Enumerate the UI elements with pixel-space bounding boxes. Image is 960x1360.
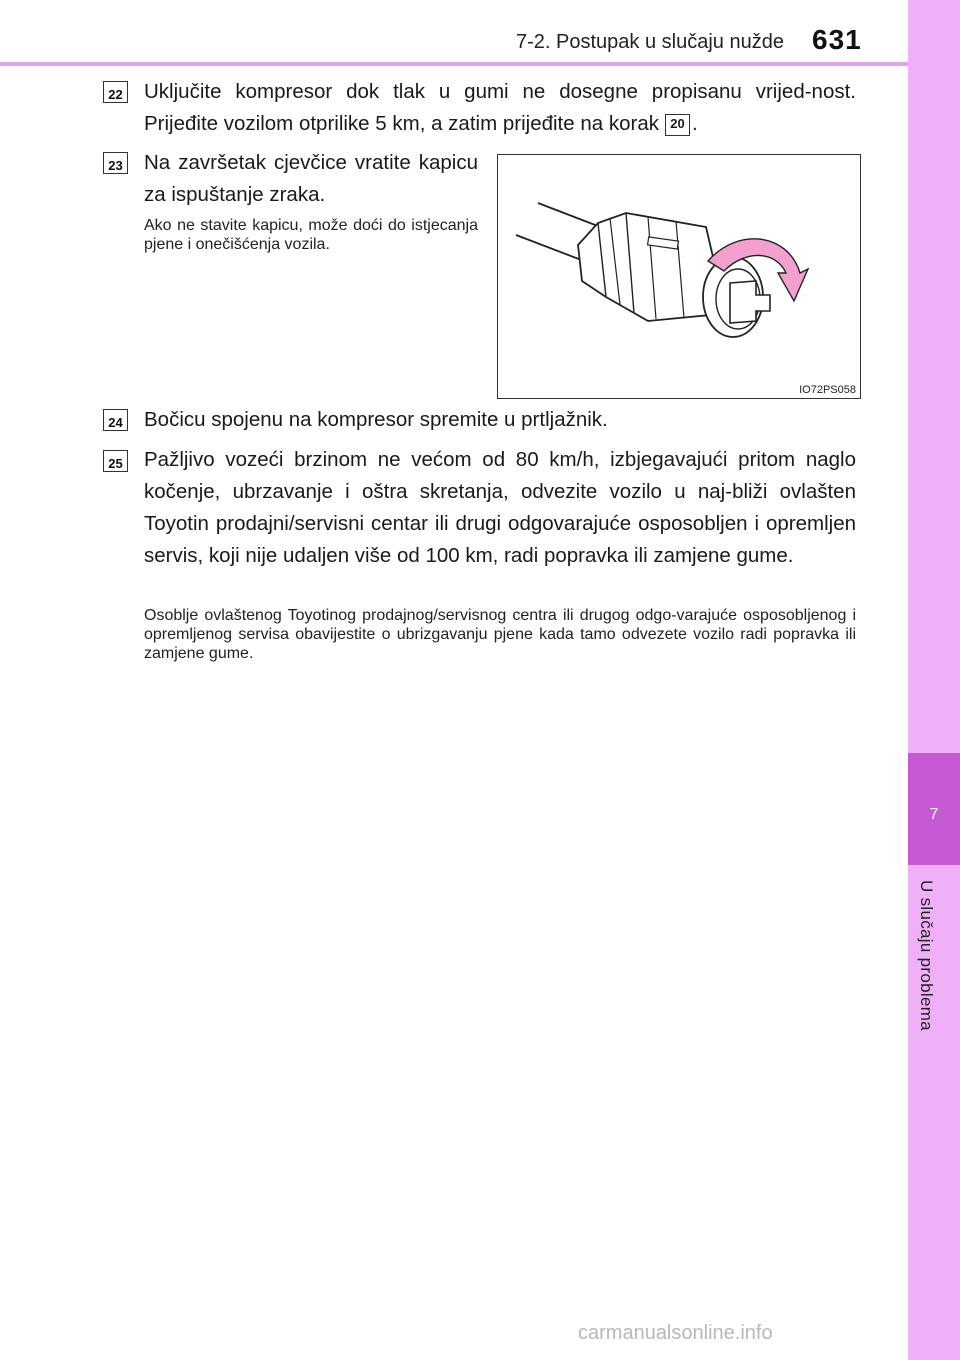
valve-stem — [730, 281, 770, 323]
page-number: 631 — [812, 24, 862, 55]
step-text: Pažljivo vozeći brzinom ne većom od 80 km/h, izbjegavajući pritom naglo kočenje, ubrzavanje i oštra skretanja, odvezite vozilo u naj-bliži ovlašten Toyotin prodajni/servisni centar ili drugi odgovarajuće osposobljen i opremljen servis, koji nije udaljen više od 100 km, radi popravka ili zamjene gume. — [144, 448, 856, 567]
step-note: Osoblje ovlaštenog Toyotinog prodajnog/servisnog centra ili drugog odgo-varajuće osposobljenog i opremljenog servisa obavijestite o ubrizgavanju pjene kada tamo odvezete vozilo radi popravka ili zamjene gume. — [144, 607, 856, 662]
chapter-title: U slučaju problema — [917, 880, 936, 1031]
step-text-part: Uključite kompresor dok tlak u gumi ne dosegne propisanu vrijed-nost. Prijeđite vozilom otprilike 5 km, a zatim prijeđite na korak — [144, 80, 856, 135]
illustration-frame — [497, 154, 861, 399]
figure-code: IO72PS058 — [799, 384, 856, 396]
header-rule — [0, 62, 908, 66]
step-reference-box: 20 — [665, 114, 690, 136]
step-number-box: 23 — [103, 152, 128, 174]
step-text-end: . — [691, 112, 698, 135]
step-text: Bočicu spojenu na kompresor spremite u prtljažnik. — [144, 408, 608, 431]
section-title: 7-2. Postupak u slučaju nužde — [516, 31, 784, 53]
step-number-box: 22 — [103, 81, 128, 103]
step-number-box: 25 — [103, 450, 128, 472]
chapter-number: 7 — [929, 806, 939, 823]
step-number-box: 24 — [103, 409, 128, 431]
step-text: Na završetak cjevčice vratite kapicu za ispuštanje zraka. — [144, 151, 478, 206]
watermark: carmanualsonline.info — [578, 1322, 773, 1344]
hose-line — [516, 235, 584, 261]
cap-illustration — [498, 155, 860, 398]
step-text — [144, 76, 856, 140]
chapter-side-tab — [908, 0, 960, 1360]
step-note: Ako ne stavite kapicu, može doći do istjecanja pjene i onečišćenja vozila. — [144, 217, 478, 253]
